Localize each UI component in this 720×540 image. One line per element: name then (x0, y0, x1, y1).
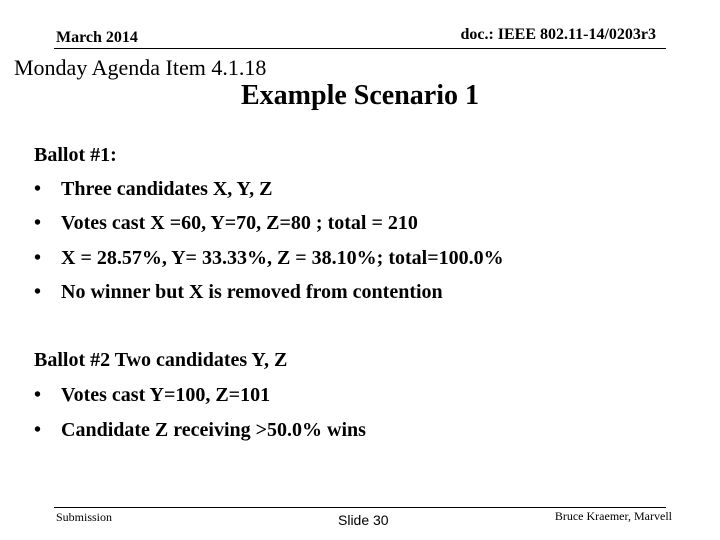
footer-divider (54, 507, 666, 508)
list-item (34, 212, 418, 235)
list-item (34, 247, 504, 270)
bullet-glyph: • (34, 419, 42, 441)
header-date: March 2014 (56, 29, 138, 46)
ballot1-heading: Ballot #1: (34, 144, 117, 166)
ballot1-bullet-text: Three candidates X, Y, Z (61, 178, 273, 200)
ballot1-bullet-text: Votes cast X =60, Y=70, Z=80 ; total = 210 (61, 212, 418, 234)
header-divider (54, 48, 666, 49)
ballot1-bullet-text: X = 28.57%, Y= 33.33%, Z = 38.10%; total=100.0% (61, 247, 504, 269)
agenda-item: Monday Agenda Item 4.1.18 (14, 55, 267, 80)
bullet-glyph: • (34, 247, 42, 269)
ballot2-heading: Ballot #2 Two candidates Y, Z (34, 349, 288, 371)
slide-number: Slide 30 (338, 512, 389, 528)
footer-author: Bruce Kraemer, Marvell (554, 509, 672, 523)
ballot2-bullet-text: Votes cast Y=100, Z=101 (61, 384, 271, 406)
list-item (34, 384, 270, 407)
header-doc-id: doc.: IEEE 802.11-14/0203r3 (460, 26, 656, 43)
bullet-glyph: • (34, 384, 42, 406)
footer-submission: Submission (56, 510, 113, 524)
ballot2-bullet-text: Candidate Z receiving >50.0% wins (61, 419, 366, 441)
bullet-glyph: • (34, 281, 42, 303)
slide-title: Example Scenario 1 (241, 80, 479, 111)
list-item (34, 178, 273, 201)
ballot1-bullet-text: No winner but X is removed from contention (61, 281, 443, 303)
bullet-glyph: • (34, 212, 42, 234)
bullet-glyph: • (34, 178, 42, 200)
list-item (34, 281, 443, 304)
list-item (34, 419, 366, 442)
